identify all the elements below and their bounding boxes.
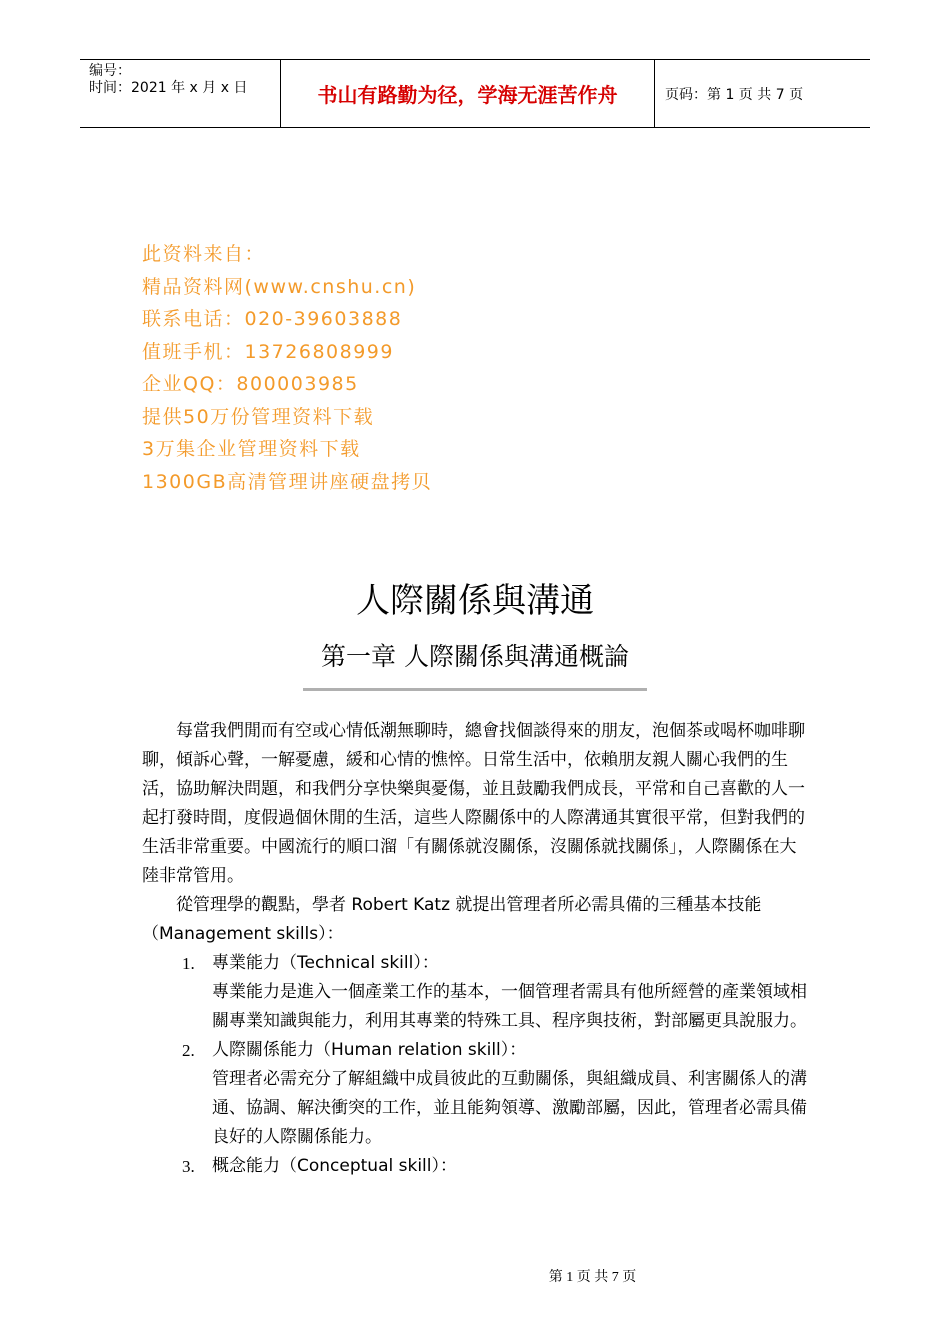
page-footer: 第 1 页 共 7 页 (548, 1270, 637, 1285)
chapter-title: 第一章 人際關係與溝通概論 (321, 642, 629, 671)
promo-line: 联系电话：020-39603888 (142, 308, 403, 330)
promo-line: 此资料来自： (142, 243, 266, 265)
list-number: 2. (182, 1041, 195, 1060)
header-motto: 书山有路勤为径，学海无涯苦作舟 (281, 60, 655, 127)
list-item-text: 專業能力是進入一個產業工作的基本，一個管理者需具有他所經營的產業領域相關專業知識與能力，利用其專業的特殊工具、程序與技術，對部屬更具說服力。 (212, 982, 807, 1031)
paragraph-intro: 每當我們閒而有空或心情低潮無聊時，總會找個談得來的朋友，泡個茶或喝杯咖啡聊聊，傾訴心聲，一解憂慮，緩和心情的憔悴。日常生活中，依賴朋友親人關心我們的生活，協助解決問題，和我們分享快樂與憂傷，並且鼓勵我們成長，平常和自己喜歡的人一起打發時間，度假過個休閒的生活，這些人際關係中的人際溝通其實很平常，但對我們的生活非常重要。中國流行的順口溜「有關係就沒關係，沒關係就找關係」，人際關係在大陸非常管用。 (142, 721, 805, 886)
title-divider (303, 688, 647, 691)
promo-line: 企业QQ：800003985 (142, 373, 359, 395)
document-body (142, 717, 812, 1181)
promo-line: 1300GB高清管理讲座硬盘拷贝 (142, 470, 433, 493)
promo-line: 3万集企业管理资料下载 (142, 438, 361, 460)
list-item-heading: 人際關係能力（Human relation skill）： (212, 1040, 527, 1060)
list-number: 3. (182, 1157, 195, 1176)
promo-line: 精品资料网(www.cnshu.cn) (142, 275, 417, 298)
list-item-text: 管理者必需充分了解組織中成員彼此的互動關係，與組織成員、利害關係人的溝通、協調、解決衝突的工作，並且能夠領導、激勵部屬，因此，管理者必需具備良好的人際關係能力。 (212, 1069, 807, 1147)
header-meta (80, 60, 281, 127)
page-header (80, 59, 870, 128)
number-label: 编号： (89, 63, 131, 79)
time-label: 时间：2021 年 x 月 x 日 (89, 80, 248, 96)
list-item-heading: 概念能力（Conceptual skill）： (212, 1156, 457, 1176)
paragraph-katz: 從管理學的觀點，學者 Robert Katz 就提出管理者所必需具備的三種基本技能（Management skills）： (142, 895, 762, 944)
promo-block (142, 238, 432, 498)
document-title: 人際關係與溝通 (356, 581, 594, 621)
skills-list (142, 949, 812, 1181)
list-number: 1. (182, 954, 195, 973)
list-item (142, 1152, 812, 1181)
header-page-label: 页码：第 1 页 共 7 页 (665, 86, 804, 103)
promo-line: 值班手机：13726808999 (142, 340, 394, 363)
list-item-heading: 專業能力（Technical skill）： (212, 953, 439, 973)
list-item (142, 1036, 812, 1152)
list-item (142, 949, 812, 1036)
promo-line: 提供50万份管理资料下载 (142, 405, 375, 428)
